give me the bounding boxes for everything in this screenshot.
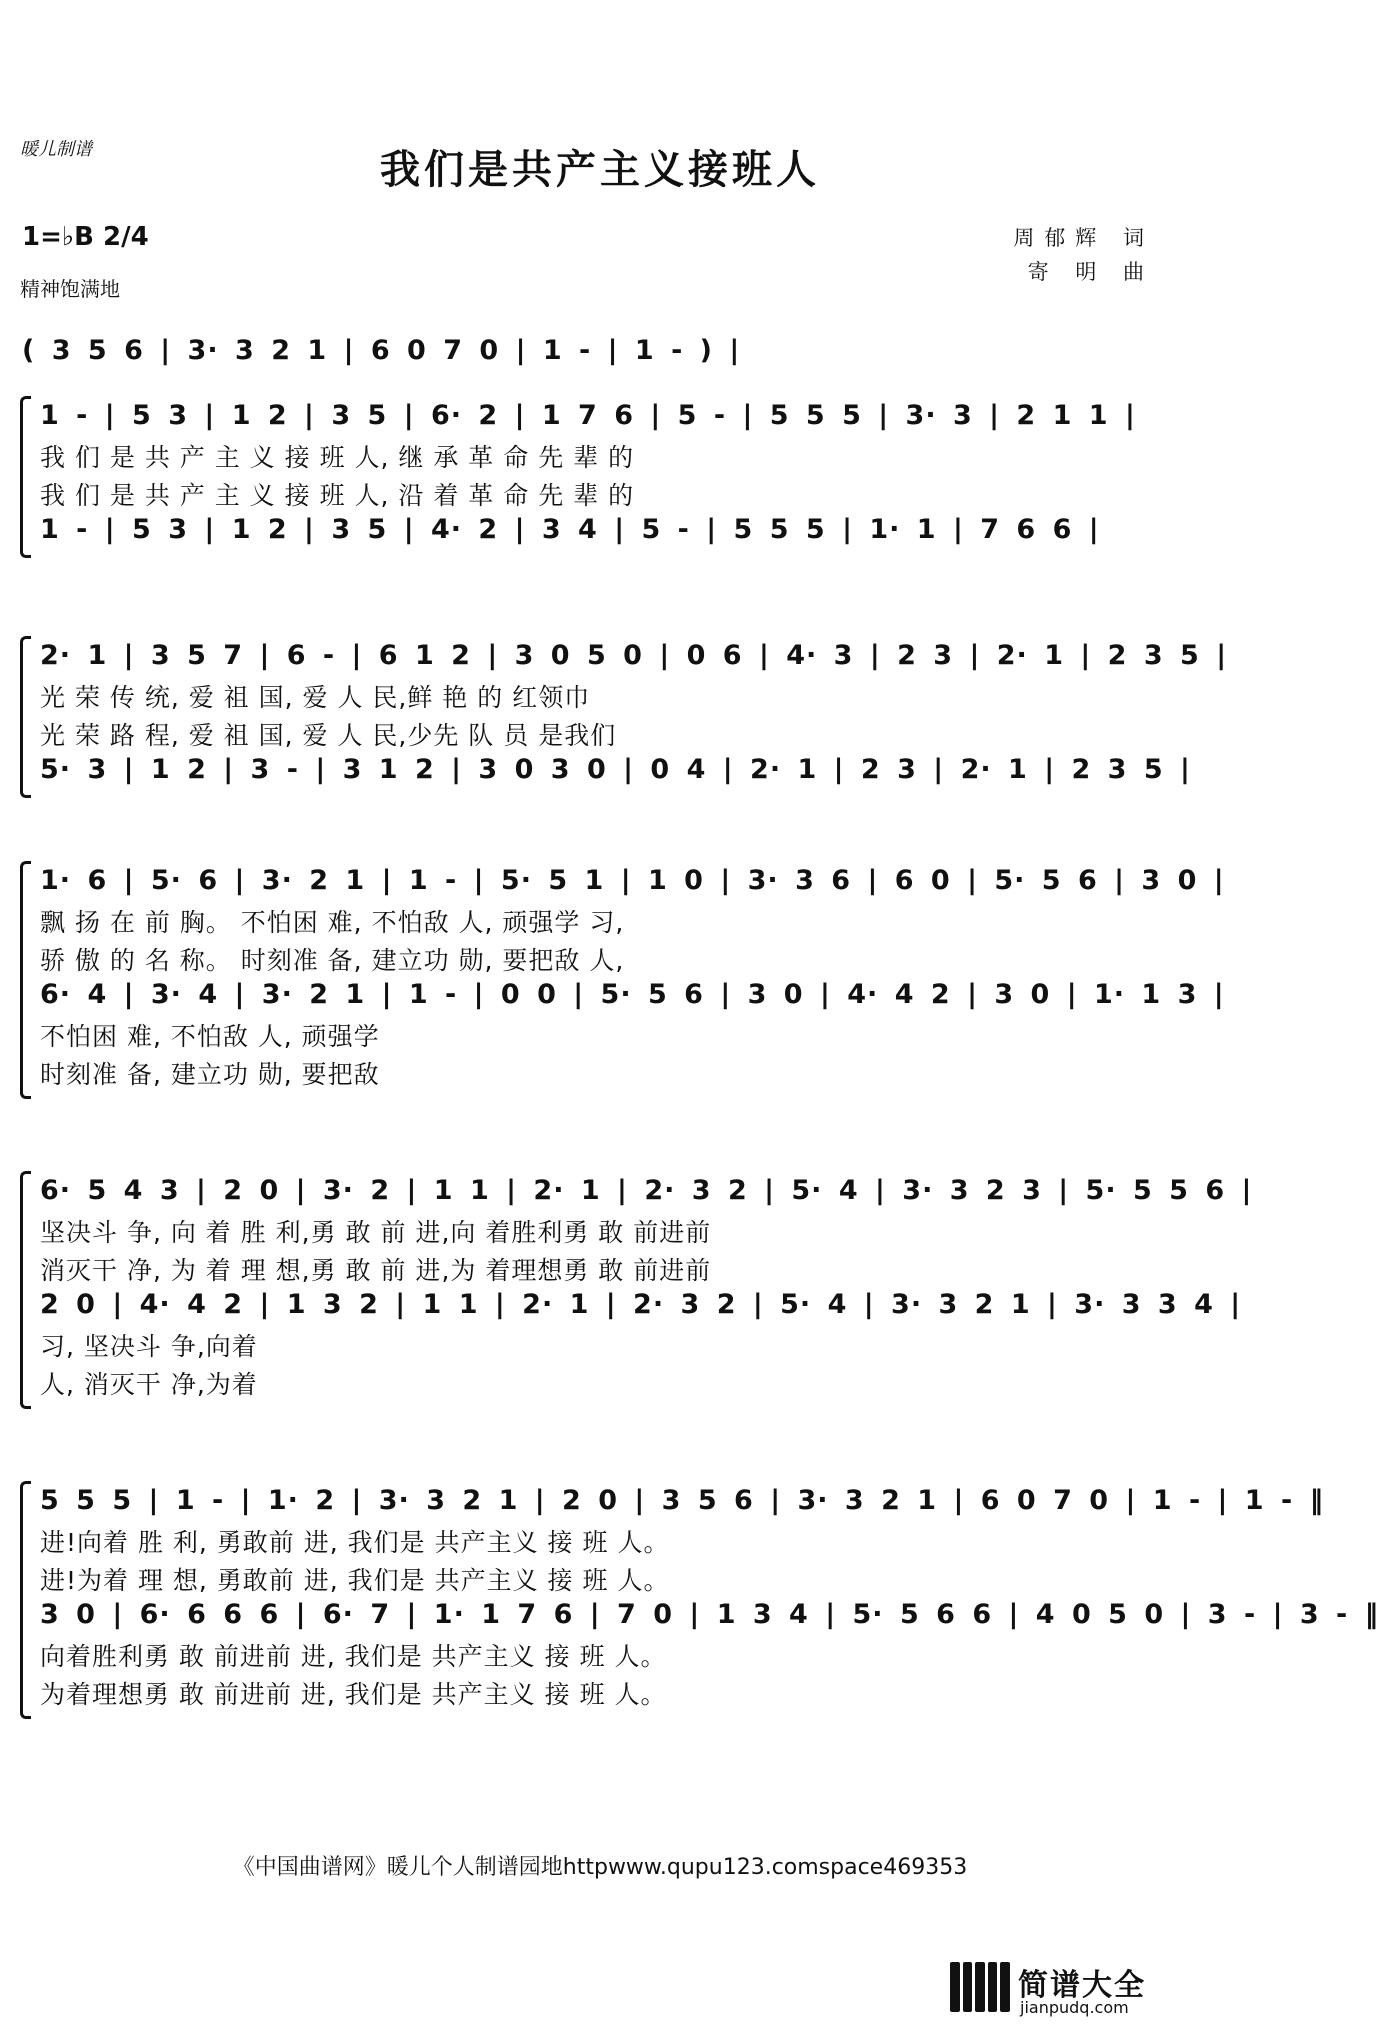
- source-footer: 《中国曲谱网》暖儿个人制谱园地httpwww.qupu123.comspace469353: [232, 1855, 968, 1880]
- lyrics-line: 光 荣 传 统, 爱 祖 国, 爱 人 民,鲜 艳 的 红领巾: [40, 683, 591, 712]
- notation-line: 6· 4 | 3· 4 | 3· 2 1 | 1 - | 0 0 | 5· 5 6 | 3 0 | 4· 4 2 | 3 0 | 1· 1 3 |: [40, 979, 1225, 1010]
- notation-line: 1 - | 5 3 | 1 2 | 3 5 | 6· 2 | 1 7 6 | 5 - | 5 5 5 | 3· 3 | 2 1 1 |: [40, 400, 1136, 431]
- notation-line: ( 3 5 6 | 3· 3 2 1 | 6 0 7 0 | 1 - | 1 - ) |: [22, 335, 741, 366]
- lyrics-line: 为着理想勇 敢 前进前 进, 我们是 共产主义 接 班 人。: [40, 1680, 667, 1709]
- lyrics-line: 习, 坚决斗 争,向着: [40, 1332, 258, 1361]
- system-bracket: [20, 861, 31, 1099]
- system-bracket: [20, 396, 31, 558]
- lyricist-credit: 周郁辉 词: [1013, 226, 1154, 250]
- system-bracket: [20, 1481, 31, 1719]
- lyrics-line: 向着胜利勇 敢 前进前 进, 我们是 共产主义 接 班 人。: [40, 1642, 667, 1671]
- system-bracket: [20, 636, 31, 798]
- maker-label: 暖儿制谱: [20, 139, 92, 160]
- lyrics-line: 消灭干 净, 为 着 理 想,勇 敢 前 进,为 着理想勇 敢 前进前: [40, 1256, 712, 1285]
- notation-line: 2 0 | 4· 4 2 | 1 3 2 | 1 1 | 2· 1 | 2· 3 2 | 5· 4 | 3· 3 2 1 | 3· 3 3 4 |: [40, 1289, 1242, 1320]
- notation-line: 6· 5 4 3 | 2 0 | 3· 2 | 1 1 | 2· 1 | 2· 3 2 | 5· 4 | 3· 3 2 3 | 5· 5 5 6 |: [40, 1175, 1253, 1206]
- site-logo: [950, 1960, 1180, 2018]
- page-title: 我们是共产主义接班人: [380, 146, 820, 193]
- lyrics-line: 时刻准 备, 建立功 勋, 要把敌: [40, 1060, 380, 1089]
- lyrics-line: 人, 消灭干 净,为着: [40, 1370, 258, 1399]
- notation-line: 1 - | 5 3 | 1 2 | 3 5 | 4· 2 | 3 4 | 5 - | 5 5 5 | 1· 1 | 7 6 6 |: [40, 514, 1100, 545]
- notation-line: 1· 6 | 5· 6 | 3· 2 1 | 1 - | 5· 5 1 | 1 0 | 3· 3 6 | 6 0 | 5· 5 6 | 3 0 |: [40, 865, 1225, 896]
- notation-line: 2· 1 | 3 5 7 | 6 - | 6 1 2 | 3 0 5 0 | 0 6 | 4· 3 | 2 3 | 2· 1 | 2 3 5 |: [40, 640, 1228, 671]
- notation-line: 3 0 | 6· 6 6 6 | 6· 7 | 1· 1 7 6 | 7 0 | 1 3 4 | 5· 5 6 6 | 4 0 5 0 | 3 - | 3 - ‖: [40, 1599, 1379, 1630]
- composer-credit: 寄 明 曲: [1027, 260, 1154, 284]
- notation-line: 5 5 5 | 1 - | 1· 2 | 3· 3 2 1 | 2 0 | 3 5 6 | 3· 3 2 1 | 6 0 7 0 | 1 - | 1 - ‖: [40, 1485, 1325, 1516]
- key-signature: 1=♭B 2/4: [22, 222, 149, 252]
- logo-brand: 简谱大全: [1018, 1968, 1146, 2003]
- lyrics-line: 我 们 是 共 产 主 义 接 班 人, 继 承 革 命 先 辈 的: [40, 443, 635, 472]
- lyrics-line: 进!为着 理 想, 勇敢前 进, 我们是 共产主义 接 班 人。: [40, 1566, 670, 1595]
- piano-keys-icon: [950, 1962, 1010, 2012]
- system-bracket: [20, 1171, 31, 1409]
- notation-line: 5· 3 | 1 2 | 3 - | 3 1 2 | 3 0 3 0 | 0 4 | 2· 1 | 2 3 | 2· 1 | 2 3 5 |: [40, 754, 1191, 785]
- lyrics-line: 我 们 是 共 产 主 义 接 班 人, 沿 着 革 命 先 辈 的: [40, 481, 635, 510]
- logo-url: jianpudq.com: [1020, 1998, 1129, 2017]
- lyrics-line: 骄 傲 的 名 称。 时刻准 备, 建立功 勋, 要把敌 人,: [40, 946, 625, 975]
- lyrics-line: 光 荣 路 程, 爱 祖 国, 爱 人 民,少先 队 员 是我们: [40, 721, 617, 750]
- lyrics-line: 飘 扬 在 前 胸。 不怕困 难, 不怕敌 人, 顽强学 习,: [40, 908, 625, 937]
- lyrics-line: 不怕困 难, 不怕敌 人, 顽强学: [40, 1022, 380, 1051]
- lyrics-line: 坚决斗 争, 向 着 胜 利,勇 敢 前 进,向 着胜利勇 敢 前进前: [40, 1218, 712, 1247]
- tempo-marking: 精神饱满地: [20, 277, 120, 301]
- lyrics-line: 进!向着 胜 利, 勇敢前 进, 我们是 共产主义 接 班 人。: [40, 1528, 670, 1557]
